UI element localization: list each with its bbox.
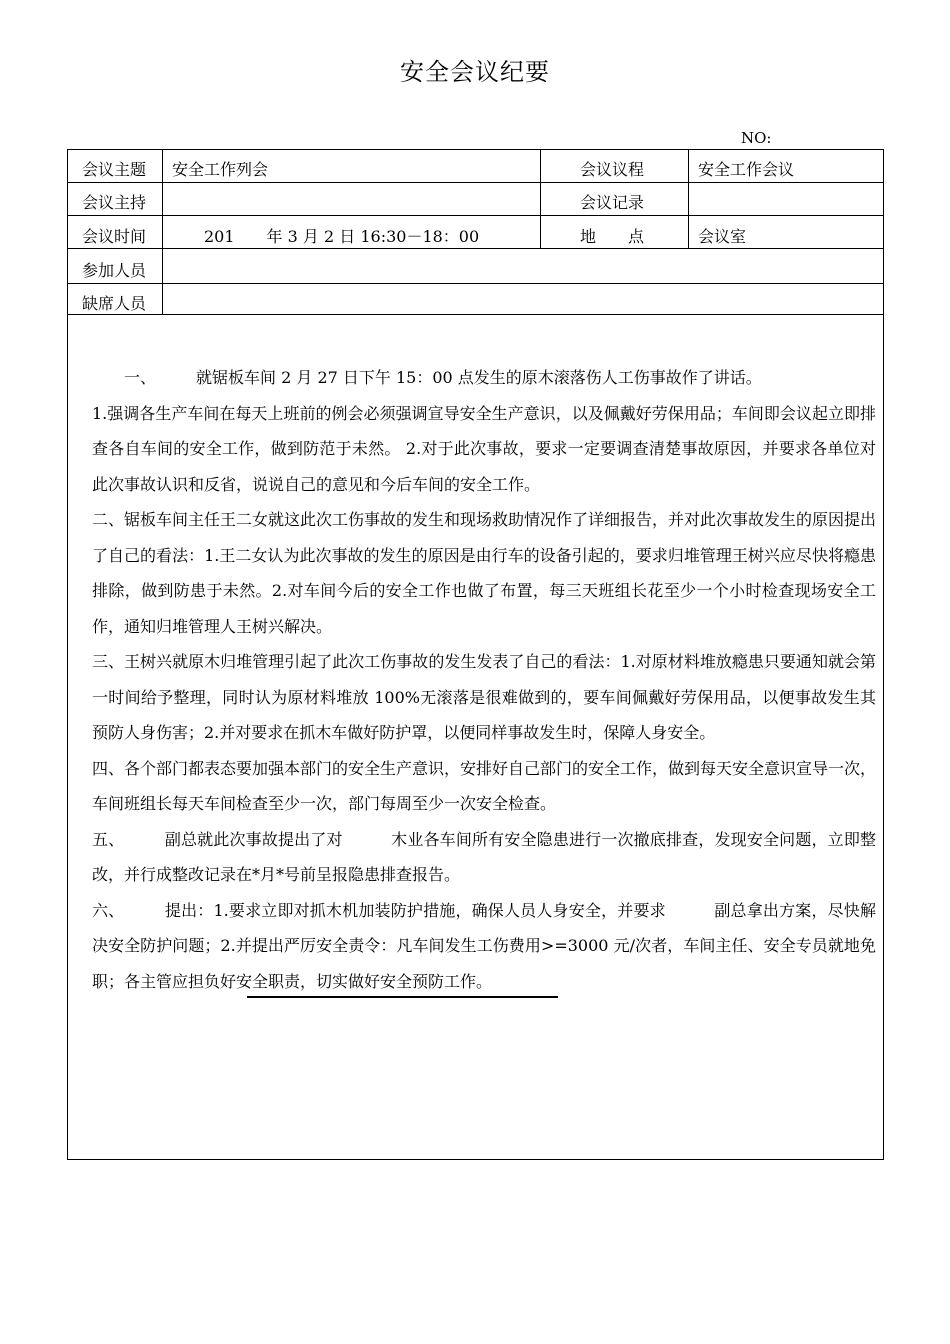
column-divider [688,150,689,248]
attendees-label: 参加人员 [82,261,147,280]
row-divider [68,283,883,284]
column-divider [162,150,163,314]
minutes-paragraph-1: 一、 就锯板车间 2 月 27 日下午 15：00 点发生的原木滚落伤人工伤事故作了讲话。 [124,368,762,387]
row-divider [68,215,883,216]
minutes-paragraph-2: 1.强调各生产车间在每天上班前的例会必须强调宣导安全生产意识，以及佩戴好劳保用品；车间即会议起立即排查各自车间的安全工作，做到防范于未然。 2.对于此次事故，要求一定要调查清楚事故原因，并要求各单位对此次事故认识和反省，说说自己的意见和今后车间的安全工作。 [92,403,876,494]
meeting-topic-label: 会议主题 [82,160,147,179]
meeting-place-label: 地 点 [580,227,645,246]
meeting-agenda-value: 安全工作会议 [698,160,795,179]
row-divider [68,182,883,183]
minutes-body [92,360,876,999]
meeting-time-value: 201 年 3 月 2 日 16:30－18：00 [204,227,480,246]
minutes-paragraph-6: 五、 副总就此次事故提出了对 木业各车间所有安全隐患进行一次撤底排查，发现安全问题，立即整改，并行成整改记录在*月*号前呈报隐患排查报告。 [92,829,876,884]
minutes-paragraph-7: 六、 提出：1.要求立即对抓木机加装防护措施，确保人员人身安全，并要求 副总拿出方案，尽快解决安全防护问题；2.并提出严厉安全责令：凡车间发生工伤费用>=3000 元/次者，车间主任、安全专员就地免职；各主管应担负好安全职责，切实做好安全预防工作。 [92,900,876,991]
meeting-agenda-label: 会议议程 [580,160,645,179]
signature-line [247,996,558,998]
document-title: 安全会议纪要 [400,58,550,86]
row-divider [68,248,883,249]
column-divider [540,150,541,248]
meeting-host-label: 会议主持 [82,193,147,212]
minutes-form [67,149,884,1160]
minutes-paragraph-4: 三、王树兴就原木归堆管理引起了此次工伤事故的发生发表了自己的看法：1.对原材料堆放瘾患只要通知就会第一时间给予整理，同时认为原材料堆放 100%无滚落是很难做到的，要车间佩戴好劳保用品，以便事故发生其预防人身伤害；2.并对要求在抓木车做好防护罩，以便同样事故发生时，保障人身安全。 [92,652,876,742]
meeting-recorder-label: 会议记录 [580,193,645,212]
row-divider [68,314,883,315]
meeting-topic-value: 安全工作列会 [172,160,269,179]
absent-label: 缺席人员 [82,294,147,313]
meeting-place-value: 会议室 [698,227,747,246]
minutes-paragraph-5: 四、各个部门都表态要加强本部门的安全生产意识，安排好自己部门的安全工作，做到每天安全意识宣导一次，车间班组长每天车间检查至少一次，部门每周至少一次安全检查。 [92,758,877,813]
number-label: NO: [741,129,772,147]
minutes-paragraph-3: 二、锯板车间主任王二女就这此次工伤事故的发生和现场救助情况作了详细报告，并对此次事故发生的原因提出了自己的看法：1.王二女认为此次事故的发生的原因是由行车的设备引起的，要求归堆管理王树兴应尽快将瘾患排除，做到防患于未然。2.对车间今后的安全工作也做了布置，每三天班组长花至少一个小时检查现场安全工作，通知归堆管理人王树兴解决。 [92,510,877,636]
meeting-time-label: 会议时间 [82,227,147,246]
